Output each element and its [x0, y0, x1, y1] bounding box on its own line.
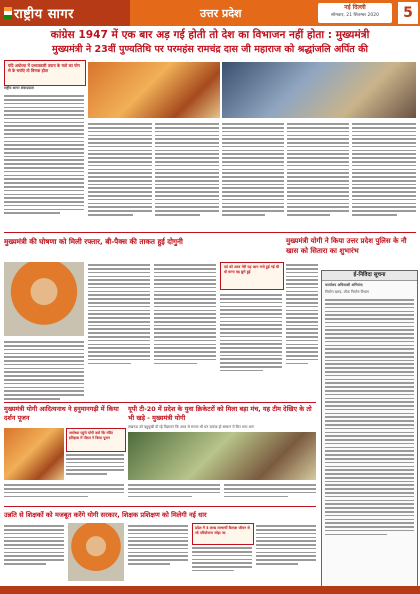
article-column	[220, 292, 282, 374]
ad-line: कार्यालय अधिशासी अभियंता	[325, 283, 363, 287]
ad-title: ई-निविदा सूचना	[322, 271, 417, 281]
article-column	[66, 452, 124, 477]
article-column	[128, 523, 188, 567]
newspaper-logo: राष्ट्रीय सागर	[14, 7, 74, 22]
lead-subheadline: मुख्यमंत्री ने 23वीं पुण्यतिथि पर परमहंस रामचंद्र दास जी महाराज को श्रद्धांजलि अर्पित की	[52, 44, 368, 55]
dateline-city: नई दिल्ली	[344, 4, 366, 11]
article-column	[4, 93, 84, 216]
masthead-logo-area	[0, 0, 130, 26]
headline-lower-left: मुख्यमंत्री योगी आदित्यनाथ ने हनुमानगढ़ी में किया दर्शन पूजन	[4, 405, 119, 422]
quote-text: यदि अयोध्या में प्रभावकारी उपाय के मतो का योग से के चर्चाएं तो विनाश होता	[8, 63, 80, 73]
caption-strip: लखनऊ को बहुमुखी दी रहे विज्ञापन कि आज से सपना भी मन बताया हो सम्मान में फिर भाग-भाग	[128, 425, 255, 429]
ad-line: निर्माण खण्ड, लोक निर्माण विभाग	[325, 290, 370, 294]
headline-lower-mid: यूपी टी-20 में प्रदेश के युवा क्रिकेटरों को मिला बड़ा मंच, यह टीम देखिए के तो भी खड़े - मुख्यमंत्री योगी	[128, 405, 312, 422]
temple-photo	[4, 428, 64, 480]
section-divider	[4, 402, 316, 403]
headline-bottom: उन्नति से शिक्षकों को मजबूत करेंगे योगी सरकार, शिक्षक प्रशिक्षण को मिलेगी नई धार	[4, 511, 207, 519]
section-divider	[4, 232, 416, 233]
tender-notice-ad	[321, 270, 418, 592]
lead-headline: कांग्रेस 1947 में एक बार अड़ गई होती तो देश का विभाजन नहीं होता : मुख्यमंत्री	[50, 29, 370, 41]
article-column	[4, 523, 64, 567]
article-column	[154, 262, 216, 366]
footer-bar	[0, 586, 420, 594]
quote-box	[4, 60, 86, 86]
event-photo	[88, 62, 220, 118]
article-column	[4, 482, 124, 499]
section-title: उत्तर प्रदेश	[200, 7, 242, 20]
cricket-event-photo	[128, 432, 316, 480]
byline: राष्ट्रीय सागर संवाददाता	[4, 86, 34, 90]
flag-icon	[4, 7, 12, 19]
page-number: 5	[398, 2, 418, 24]
article-column	[222, 121, 284, 218]
article-column	[286, 262, 318, 366]
article-column	[352, 121, 416, 218]
article-column	[88, 262, 150, 366]
article-column	[192, 545, 252, 574]
section-divider	[4, 506, 316, 507]
masthead	[0, 0, 420, 26]
ad-body	[322, 299, 417, 535]
dateline	[318, 3, 392, 23]
article-column	[128, 482, 220, 499]
portrait-photo	[4, 262, 84, 336]
article-column	[155, 121, 219, 218]
headline-mid-right: मुख्यमंत्री योगी ने किया उत्तर प्रदेश पुलिस के नौ खास को सितारा का शुभारंभ	[286, 237, 407, 255]
article-column	[224, 482, 316, 499]
article-column	[4, 339, 84, 402]
stage-photo	[222, 62, 416, 118]
highlight-text: अयोध्या पहुंचे योगी करो कि मंदिर इतिहास में पीठत ने किया पूजन	[69, 431, 113, 440]
highlight-box	[220, 262, 284, 290]
article-column	[287, 121, 349, 218]
highlight-text: दर्द को आज मेरी यह आग मनो हुई गई थी वो वरना वह छूने हुई	[224, 265, 280, 274]
highlight-box	[66, 428, 126, 452]
minister-photo	[68, 523, 124, 581]
article-column	[256, 523, 316, 567]
article-column	[88, 121, 152, 218]
headline-mid-left: मुख्यमंत्री की घोषणा को मिली रफ्तार, बी-पैक्स की ताकत हुई दोगुनी	[4, 237, 183, 246]
highlight-box	[192, 523, 254, 545]
dateline-date: सोमवार, 21 सितम्बर 2020	[331, 13, 379, 18]
highlight-text: प्रदेश में 5 लाख लाभार्थी कैलाश जीवन से जो परियोजना जोड़ा जा	[195, 526, 250, 535]
